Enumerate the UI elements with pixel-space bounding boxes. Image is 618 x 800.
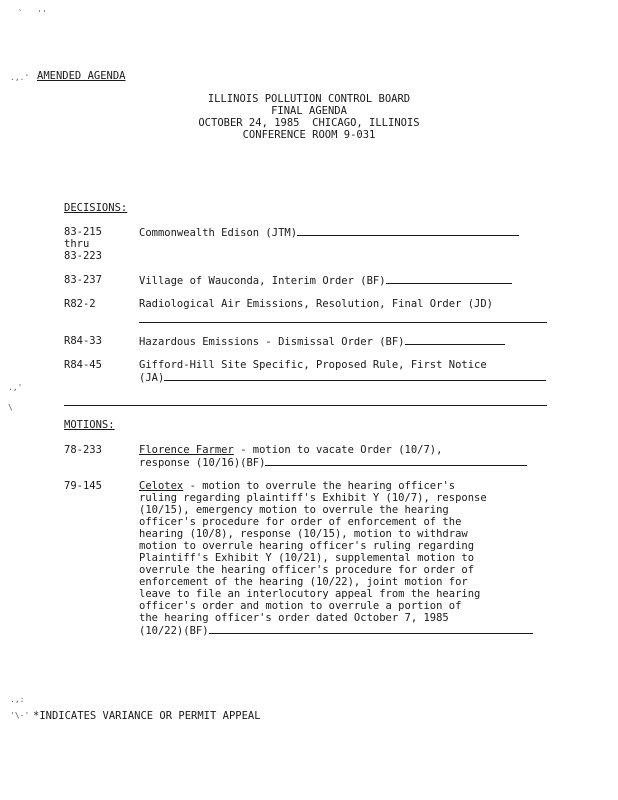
- case-number: 78-233: [64, 444, 102, 456]
- decision-description: Gifford-Hill Site Specific, Proposed Rule, First Notice: [139, 359, 487, 371]
- signature-line: [164, 371, 546, 381]
- case-number: R84-45: [64, 359, 102, 371]
- motion-description-cont: officer's procedure for order of enforcement of the: [139, 516, 462, 528]
- motion-description: Celotex - motion to overrule the hearing officer's: [139, 480, 456, 492]
- motion-description-cont: the hearing officer's order dated October 7, 1985: [139, 612, 449, 624]
- party-name: Florence Farmer: [139, 444, 234, 456]
- board-title: ILLINOIS POLLUTION CONTROL BOARD: [207, 93, 411, 105]
- motion-description-cont: overrule the hearing officer's procedure for order of: [139, 564, 475, 576]
- case-number: 83-215: [64, 226, 102, 238]
- motion-description: Florence Farmer - motion to vacate Order (10/7),: [139, 444, 443, 456]
- decision-description: Radiological Air Emissions, Resolution, Final Order (JD): [139, 298, 494, 310]
- motion-description-cont: leave to file an interlocutory appeal from the hearing: [139, 588, 481, 600]
- motion-description-cont: officer's order and motion to overrule a portion of: [139, 600, 462, 612]
- case-number: 83-223: [64, 250, 102, 262]
- scan-speck: '\-': [10, 711, 30, 720]
- decision-description: Village of Wauconda, Interim Order (BF): [139, 274, 512, 287]
- meeting-room: CONFERENCE ROOM 9-031: [242, 129, 376, 141]
- signature-line: [139, 322, 547, 323]
- scan-speck: \: [8, 403, 13, 412]
- scan-speck: .,:: [10, 695, 25, 704]
- motions-heading: MOTIONS:: [64, 419, 115, 431]
- signature-line: [297, 226, 519, 236]
- decision-description: Commonwealth Edison (JTM): [139, 226, 519, 239]
- decisions-heading: DECISIONS:: [64, 202, 128, 214]
- signature-line: [405, 335, 505, 345]
- motion-description-cont: ruling regarding plaintiff's Exhibit Y (10/7), response: [139, 492, 487, 504]
- motion-description-cont: (10/22)(BF): [139, 624, 533, 637]
- signature-line: [386, 274, 512, 284]
- meeting-date-location: OCTOBER 24, 1985 CHICAGO, ILLINOIS: [198, 117, 420, 129]
- amended-agenda-label: AMENDED AGENDA: [37, 70, 126, 82]
- motion-description-cont: (10/15), emergency motion to overrule the hearing: [139, 504, 449, 516]
- scan-speck: ` '': [18, 9, 47, 18]
- agenda-title: FINAL AGENDA: [271, 105, 347, 117]
- scan-speck: .,.': [10, 73, 30, 82]
- motion-description-cont: motion to overrule hearing officer's ruling regarding: [139, 540, 475, 552]
- case-number-thru: thru: [64, 238, 90, 250]
- footer-note: *INDICATES VARIANCE OR PERMIT APPEAL: [33, 710, 261, 722]
- case-number: R84-33: [64, 335, 102, 347]
- motion-description-cont: response (10/16)(BF): [139, 456, 527, 469]
- motion-description-cont: Plaintiff's Exhibit Y (10/21), supplemental motion to: [139, 552, 475, 564]
- case-number: 83-237: [64, 274, 102, 286]
- decision-description: Hazardous Emissions - Dismissal Order (BF): [139, 335, 505, 348]
- scan-speck: .,': [8, 383, 23, 392]
- case-number: R82-2: [64, 298, 96, 310]
- party-name: Celotex: [139, 480, 184, 492]
- motion-description-cont: hearing (10/8), response (10/15), motion to withdraw: [139, 528, 468, 540]
- case-number: 79-145: [64, 480, 102, 492]
- section-divider: [64, 405, 547, 406]
- signature-line: [265, 456, 527, 466]
- motion-description-cont: enforcement of the hearing (10/22), joint motion for: [139, 576, 468, 588]
- decision-description-cont: (JA): [139, 371, 546, 384]
- signature-line: [209, 624, 533, 634]
